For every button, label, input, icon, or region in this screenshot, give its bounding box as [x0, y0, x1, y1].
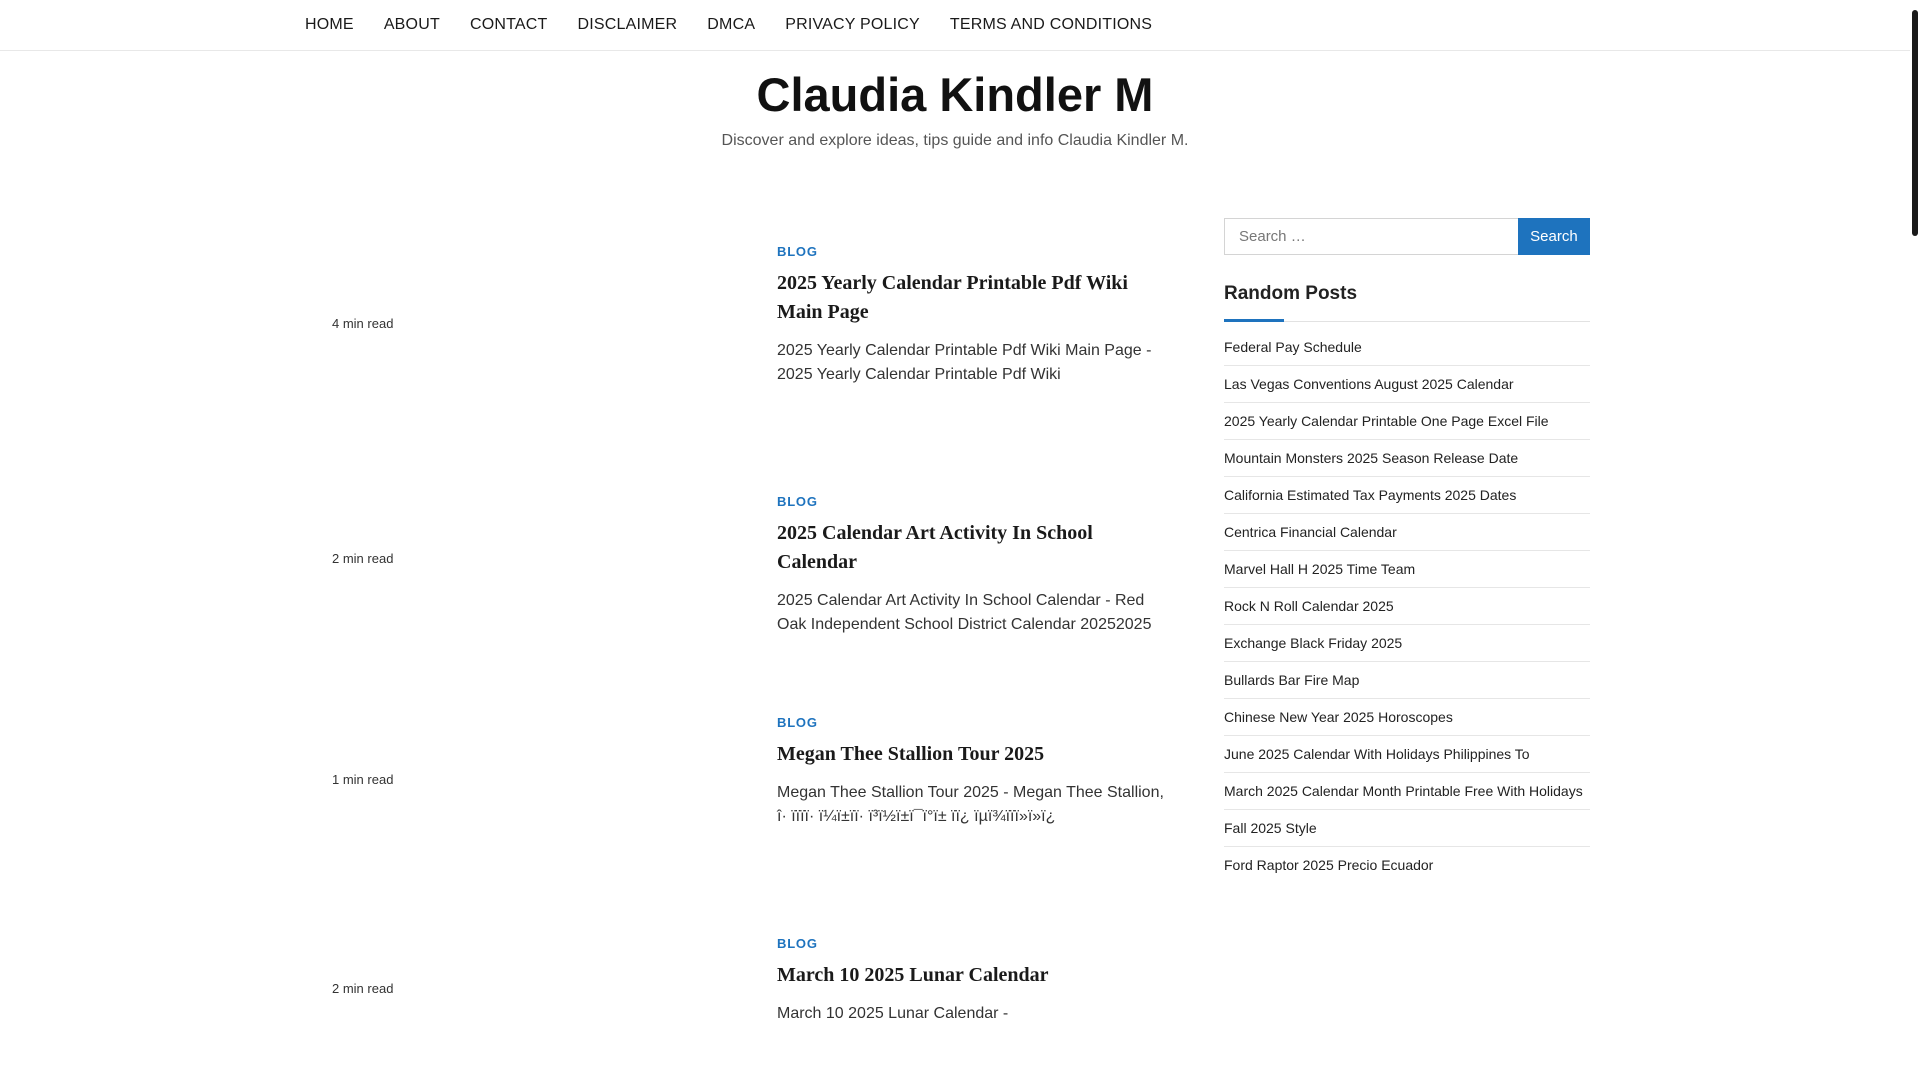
nav-item-disclaimer[interactable]: DISCLAIMER: [577, 16, 678, 33]
site-branding: [0, 66, 1910, 150]
random-post-link[interactable]: California Estimated Tax Payments 2025 Dates: [1224, 477, 1590, 514]
random-posts-list: [1224, 329, 1590, 883]
post-category[interactable]: BLOG: [777, 244, 818, 259]
random-posts-heading: Random Posts: [1224, 283, 1358, 304]
random-post-link[interactable]: Exchange Black Friday 2025: [1224, 625, 1590, 662]
scrollbar-thumb[interactable]: [1912, 10, 1918, 236]
read-time: 2 min read: [332, 981, 394, 996]
random-post-link[interactable]: March 2025 Calendar Month Printable Free With Holidays: [1224, 773, 1590, 810]
top-navigation: [0, 0, 1910, 51]
random-post-link[interactable]: Las Vegas Conventions August 2025 Calendar: [1224, 366, 1590, 403]
post-excerpt: 2025 Yearly Calendar Printable Pdf Wiki Main Page - 2025 Yearly Calendar Printable Pdf Wiki: [777, 342, 1152, 383]
read-time: 4 min read: [332, 316, 394, 331]
post-title[interactable]: 2025 Yearly Calendar Printable Pdf Wiki Main Page: [777, 272, 1128, 323]
post-category[interactable]: BLOG: [777, 936, 818, 951]
post-category[interactable]: BLOG: [777, 494, 818, 509]
site-tagline: Discover and explore ideas, tips guide and info Claudia Kindler M.: [721, 132, 1189, 149]
random-post-link[interactable]: Ford Raptor 2025 Precio Ecuador: [1224, 857, 1434, 873]
post-body: [777, 494, 1177, 637]
read-time: 1 min read: [332, 772, 394, 787]
post-body: [777, 936, 1177, 1026]
random-post-link[interactable]: Chinese New Year 2025 Horoscopes: [1224, 699, 1590, 736]
scrollbar[interactable]: [1910, 0, 1920, 1080]
post-category[interactable]: BLOG: [777, 715, 818, 730]
random-post-link[interactable]: Marvel Hall H 2025 Time Team: [1224, 551, 1590, 588]
random-post-link[interactable]: June 2025 Calendar With Holidays Philippines To: [1224, 736, 1590, 773]
random-post-link[interactable]: Federal Pay Schedule: [1224, 329, 1590, 366]
heading-divider: [1224, 321, 1590, 322]
post-excerpt: 2025 Calendar Art Activity In School Calendar - Red Oak Independent School District Calendar 20252025: [777, 592, 1152, 633]
nav-item-home[interactable]: HOME: [305, 16, 354, 33]
sidebar: [1224, 218, 1590, 883]
nav-item-contact[interactable]: CONTACT: [469, 16, 548, 33]
post-title[interactable]: Megan Thee Stallion Tour 2025: [777, 743, 1045, 765]
nav-item-dmca[interactable]: DMCA: [707, 16, 756, 33]
random-post-link[interactable]: Centrica Financial Calendar: [1224, 514, 1590, 551]
read-time: 2 min read: [332, 551, 394, 566]
nav-item-terms-and-conditions[interactable]: TERMS AND CONDITIONS: [949, 16, 1153, 33]
heading-accent-bar: [1224, 319, 1284, 322]
search-button[interactable]: Search: [1518, 218, 1590, 255]
random-post-link[interactable]: Rock N Roll Calendar 2025: [1224, 588, 1590, 625]
post-excerpt: March 10 2025 Lunar Calendar -: [777, 1005, 1009, 1022]
post-body: [777, 244, 1177, 387]
site-title[interactable]: Claudia Kindler M: [756, 68, 1154, 121]
random-post-link[interactable]: Mountain Monsters 2025 Season Release Date: [1224, 440, 1590, 477]
random-post-link[interactable]: Bullards Bar Fire Map: [1224, 662, 1590, 699]
post-excerpt: Megan Thee Stallion Tour 2025 - Megan Thee Stallion, î· ïïïï· ï¼ï±ïï· ï³ï½ï±ï¯ï°ï± ïï¿ ïµï¾ïïï»ï»ï¿: [777, 784, 1164, 825]
nav-item-about[interactable]: ABOUT: [383, 16, 440, 33]
random-post-link[interactable]: Fall 2025 Style: [1224, 810, 1590, 847]
post-title[interactable]: 2025 Calendar Art Activity In School Calendar: [777, 522, 1093, 573]
nav-menu: [305, 0, 1182, 50]
search-form: [1224, 218, 1590, 255]
post-body: [777, 715, 1177, 829]
random-post-link[interactable]: 2025 Yearly Calendar Printable One Page Excel File: [1224, 403, 1590, 440]
nav-item-privacy-policy[interactable]: PRIVACY POLICY: [785, 16, 920, 33]
search-input[interactable]: Search …: [1224, 218, 1518, 255]
post-title[interactable]: March 10 2025 Lunar Calendar: [777, 964, 1049, 986]
